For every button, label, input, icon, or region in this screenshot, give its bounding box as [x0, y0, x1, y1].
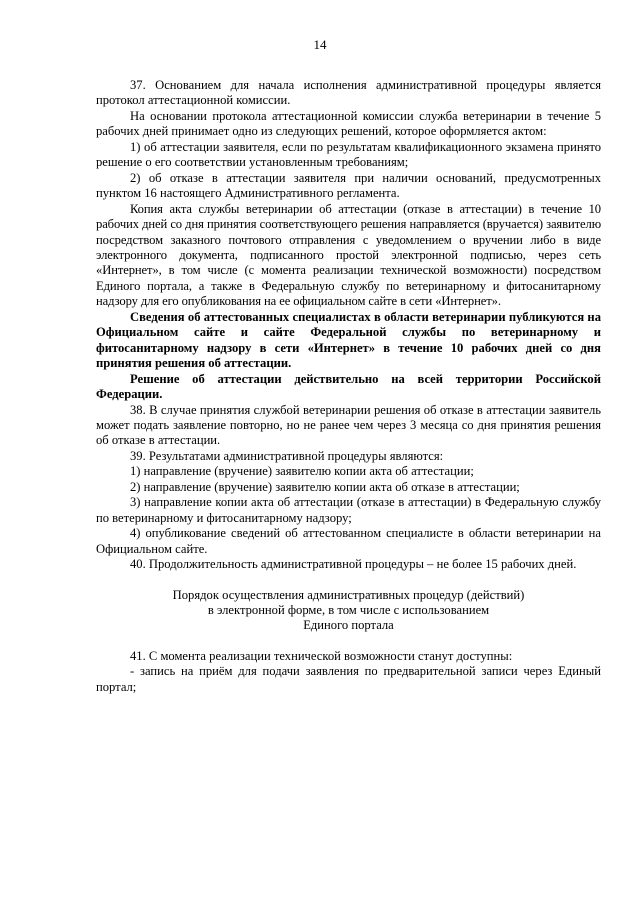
- paragraph-decision-option-1: 1) об аттестации заявителя, если по результатам квалификационного экзамена принято решение о его соответствии установленным требованиям;: [96, 139, 601, 170]
- paragraph-41: 41. С момента реализации технической возможности станут доступны:: [130, 648, 513, 663]
- paragraph-validity: Решение об аттестации действительно на всей территории Российской Федерации.: [96, 371, 601, 402]
- paragraph-appointment: - запись на приём для подачи заявления по предварительной записи через Единый портал;: [96, 664, 601, 694]
- section-heading-line-3: Единого портала: [303, 618, 394, 633]
- section-heading: [96, 588, 601, 634]
- section-heading-line-1: Порядок осуществления административных процедур (действий): [172, 587, 525, 602]
- paragraph-result-4: 4) опубликование сведений об аттестованном специалисте в области ветеринарии на Официальном сайте.: [96, 526, 601, 556]
- page-number: 14: [313, 37, 327, 52]
- section-heading-line-2: в электронной форме, в том числе с использованием: [207, 602, 490, 617]
- paragraph-result-3: 3) направление копии акта об аттестации (отказе в аттестации) в Федеральную службу по ветеринарному и фитосанитарному надзору;: [96, 495, 601, 525]
- paragraph-38: 38. В случае принятия службой ветеринарии решения об отказе в аттестации заявитель может подать заявление повторно, но не ранее чем через 3 месяца со дня принятия решения об отказе в аттестации.: [96, 402, 601, 448]
- paragraph-decision-option-2: 2) об отказе в аттестации заявителя при наличии оснований, предусмотренных пунктом 16 настоящего Административного регламента.: [96, 170, 601, 201]
- paragraph-result-1: 1) направление (вручение) заявителю копии акта об аттестации;: [130, 464, 474, 479]
- paragraph-37: 37. Основанием для начала исполнения административной процедуры является протокол аттестационной комиссии.: [96, 78, 601, 108]
- paragraph-publication: Сведения об аттестованных специалистах в области ветеринарии публикуются на Официальном сайте и сайте Федеральной службы по ветеринарному и фитосанитарному надзору в сети «Интернет» в течение 10 рабочих дней со дня принятия решения об аттестации.: [96, 309, 601, 371]
- paragraph-40: 40. Продолжительность административной процедуры – не более 15 рабочих дней.: [130, 557, 577, 572]
- paragraph-result-2: 2) направление (вручение) заявителю копии акта об отказе в аттестации;: [130, 479, 520, 494]
- paragraph-39: 39. Результатами административной процедуры являются:: [130, 448, 444, 463]
- document-body: [96, 78, 601, 695]
- paragraph-decision-intro: На основании протокола аттестационной комиссии служба ветеринарии в течение 5 рабочих дней принимает одно из следующих решений, которое оформляется актом:: [96, 108, 601, 139]
- paragraph-act-copy: Копия акта службы ветеринарии об аттестации (отказе в аттестации) в течение 10 рабочих дней со дня принятия соответствующего решения направляется (вручается) заявителю посредством заказного почтового отправления с уведомлением о вручении либо в виде электронного документа, подписанного простой электронной подписью, через сеть «Интернет», в том числе (с момента реализации технической возможности) посредством Единого портала, а также в Федеральную службу по ветеринарному и фитосанитарному надзору для его опубликования на ее официальном сайте в сети «Интернет».: [96, 201, 601, 309]
